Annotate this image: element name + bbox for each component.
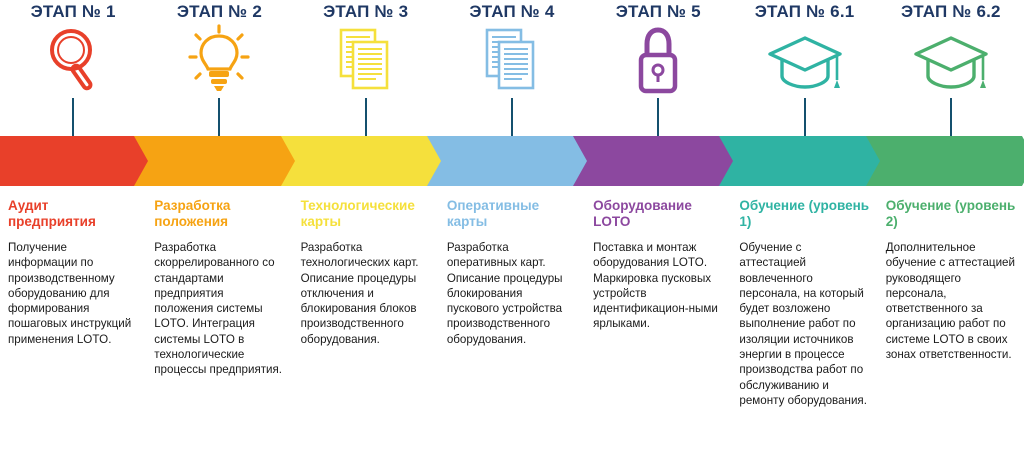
stage-label: ЭТАП № 3 xyxy=(323,2,409,21)
graduation-cap-icon xyxy=(731,24,877,98)
step-text xyxy=(886,198,1016,362)
magnifier-icon xyxy=(0,24,146,98)
step-text xyxy=(8,198,138,347)
stage-label: ЭТАП № 6.2 xyxy=(900,2,1001,21)
arrow-band xyxy=(134,136,304,186)
step-7[interactable] xyxy=(878,0,1024,470)
step-1[interactable] xyxy=(0,0,146,470)
step-heading: Технологические карты xyxy=(300,198,415,230)
arrow-band xyxy=(573,136,743,186)
arrow-band xyxy=(281,136,451,186)
step-text xyxy=(447,198,577,347)
arrow-band xyxy=(866,136,1024,186)
documents-icon xyxy=(439,24,585,98)
step-text xyxy=(593,198,723,332)
stage-label: ЭТАП № 2 xyxy=(176,2,262,21)
step-description: Разработка оперативных карт. Описание процедуры блокирования пускового устройства производственного оборудования. xyxy=(446,240,563,346)
step-text xyxy=(739,198,869,408)
step-heading: Аудит предприятия xyxy=(8,198,96,230)
step-description: Дополнительное обучение с аттестацией руководящего персонала, ответственного за организацию работ по системе LOTO в своих зонах ответственности. xyxy=(885,240,1015,362)
step-heading: Оборудование LOTO xyxy=(593,198,692,230)
stage-label: ЭТАП № 4 xyxy=(469,2,555,21)
step-description: Разработка скоррелированного со стандартами предприятия положения системы LOTO. Интеграция системы LOTO в технологические процессы предприятия. xyxy=(154,240,283,377)
lightbulb-icon xyxy=(146,24,292,98)
step-3[interactable] xyxy=(293,0,439,470)
step-text xyxy=(301,198,431,347)
step-description: Получение информации по производственному оборудованию для формирования пошаговых инструкций применения LOTO. xyxy=(8,240,132,346)
step-heading: Разработка положения xyxy=(154,198,231,230)
arrow-band xyxy=(719,136,889,186)
stage-label: ЭТАП № 6.1 xyxy=(754,2,855,21)
step-description: Обучение с аттестацией вовлеченного персонала, на который будет возложено выполнение работ по изоляции источников энергии в процессе производства работ по обслуживанию и ремонту оборудования. xyxy=(739,240,867,407)
step-description: Поставка и монтаж оборудования LOTO. Маркировка пусковых устройств идентификацион-ными ярлыками. xyxy=(593,240,718,331)
step-heading: Обучение (уровень 2) xyxy=(885,198,1016,230)
step-heading: Оперативные карты xyxy=(446,198,540,230)
step-text xyxy=(154,198,284,378)
step-2[interactable] xyxy=(146,0,292,470)
step-4[interactable] xyxy=(439,0,585,470)
graduation-cap-icon xyxy=(878,24,1024,98)
step-5[interactable] xyxy=(585,0,731,470)
stage-label: ЭТАП № 5 xyxy=(615,2,701,21)
arrow-band xyxy=(427,136,597,186)
stage-label: ЭТАП № 1 xyxy=(30,2,116,21)
step-heading: Обучение (уровень 1) xyxy=(739,198,870,230)
step-6[interactable] xyxy=(731,0,877,470)
documents-icon xyxy=(293,24,439,98)
step-description: Разработка технологических карт. Описание процедуры отключения и блокирования блоков производственного оборудования. xyxy=(300,240,419,346)
padlock-icon xyxy=(585,24,731,98)
